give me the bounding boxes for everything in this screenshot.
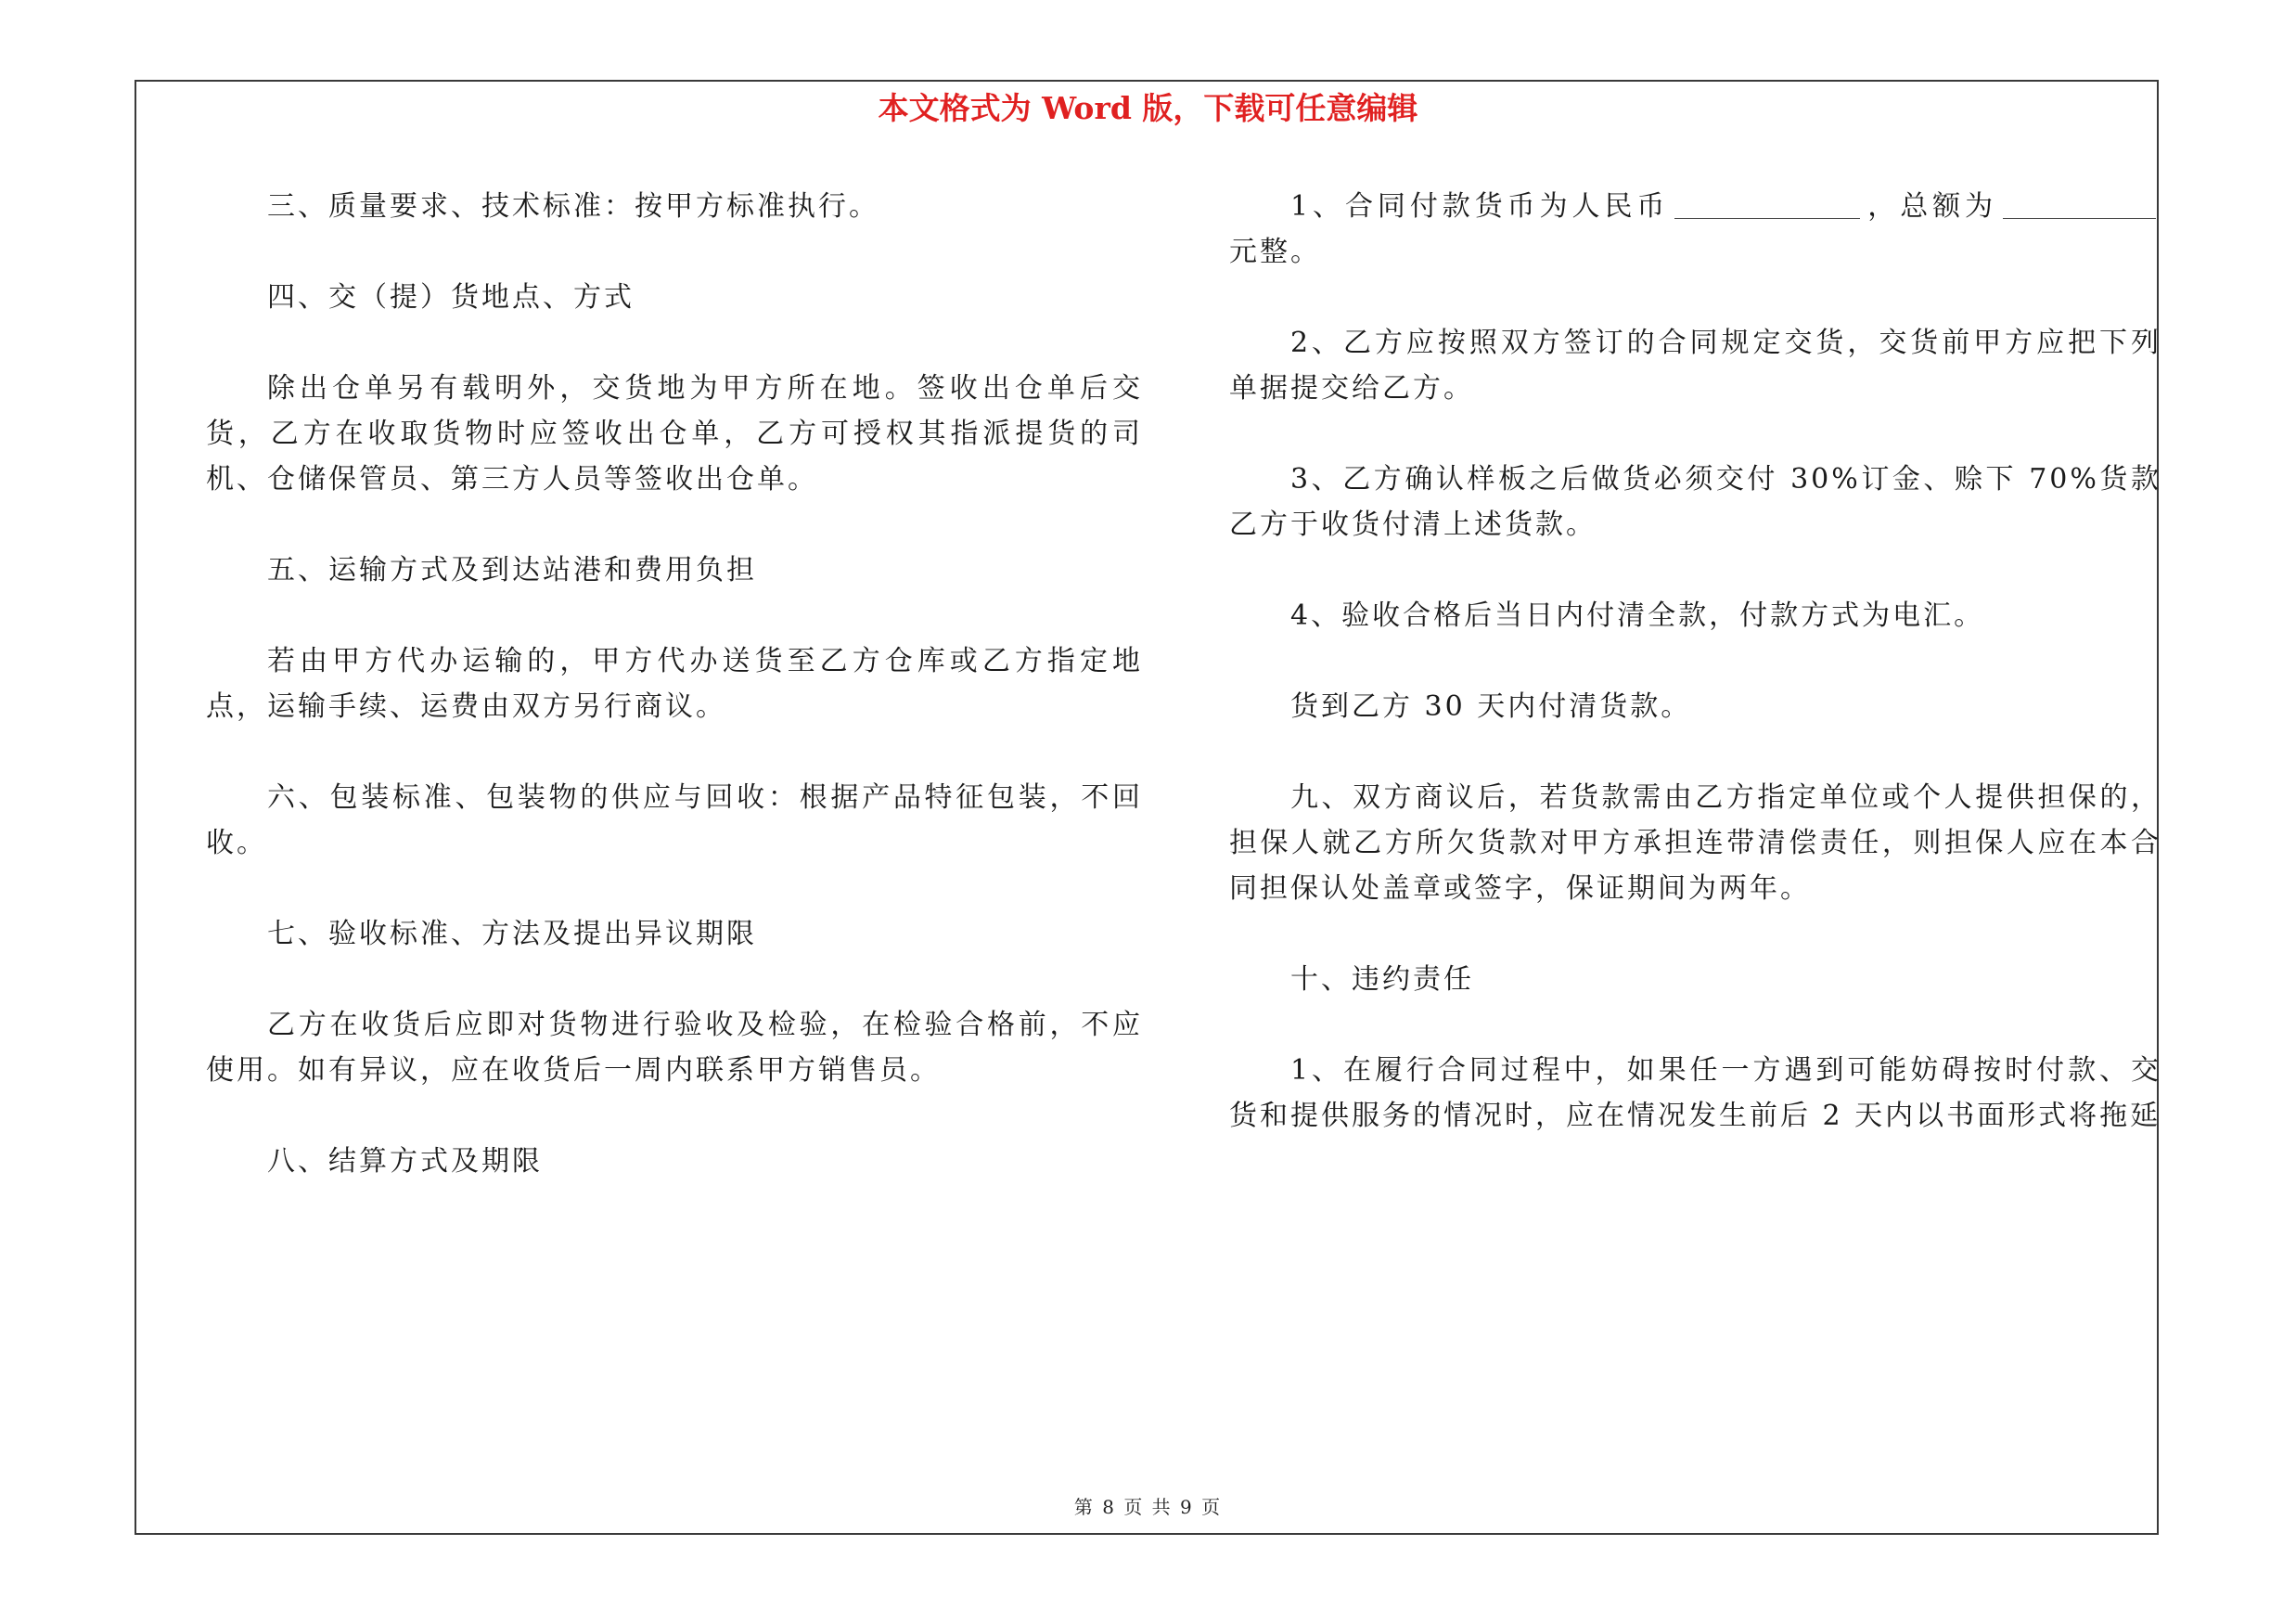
payment-total-label: ，总额为: [1866, 190, 1998, 223]
page-number-footer: 第 8 页 共 9 页: [1073, 1496, 1223, 1518]
left-column: [206, 184, 1143, 1230]
paragraph: 货到乙方 30 天内付清货款。: [1290, 690, 1692, 723]
paragraph: 2、乙方应按照双方签订的合同规定交货，交货前甲方应把下列单据提交给乙方。: [1229, 327, 2161, 405]
paragraph: 4、验收合格后当日内付清全款，付款方式为电汇。: [1290, 599, 1985, 632]
currency-blank-field[interactable]: [1674, 190, 1860, 219]
paragraph: 八、结算方式及期限: [267, 1145, 543, 1178]
total-amount-blank-field[interactable]: [2003, 190, 2156, 219]
paragraph: 四、交（提）货地点、方式: [267, 281, 635, 314]
paragraph: 1、在履行合同过程中，如果任一方遇到可能妨碍按时付款、交货和提供服务的情况时，应在情况发生前后 2 天内以书面形式将拖延: [1229, 1054, 2161, 1132]
payment-currency-paragraph: [1229, 184, 2161, 275]
paragraph: 乙方在收货后应即对货物进行验收及检验，在检验合格前，不应使用。如有异议，应在收货后一周内联系甲方销售员。: [206, 1009, 1143, 1087]
editable-notice-banner: 本文格式为 Word 版，下载可任意编辑: [878, 90, 1418, 126]
paragraph: 六、包装标准、包装物的供应与回收：根据产品特征包装，不回收。: [206, 781, 1143, 859]
paragraph: 七、验收标准、方法及提出异议期限: [267, 918, 757, 950]
paragraph: 除出仓单另有载明外，交货地为甲方所在地。签收出仓单后交货，乙方在收取货物时应签收出仓单，乙方可授权其指派提货的司机、仓储保管员、第三方人员等签收出仓单。: [206, 372, 1143, 496]
paragraph: 五、运输方式及到达站港和费用负担: [267, 554, 757, 586]
payment-currency-prefix: 1、合同付款货币为人民币: [1290, 190, 1670, 223]
paragraph: 若由甲方代办运输的，甲方代办送货至乙方仓库或乙方指定地点，运输手续、运费由双方另行商议。: [206, 645, 1143, 723]
paragraph: 十、违约责任: [1290, 963, 1474, 996]
paragraph: 九、双方商议后，若货款需由乙方指定单位或个人提供担保的，担保人就乙方所欠货款对甲方承担连带清偿责任，则担保人应在本合同担保认处盖章或签字，保证期间为两年。: [1229, 781, 2161, 905]
right-column: [1229, 184, 2161, 1184]
paragraph: 3、乙方确认样板之后做货必须交付 30%订金、赊下 70%货款乙方于收货付清上述货款。: [1229, 463, 2161, 541]
payment-unit-suffix: 元整。: [1229, 236, 1321, 268]
paragraph: 三、质量要求、技术标准：按甲方标准执行。: [267, 190, 879, 223]
